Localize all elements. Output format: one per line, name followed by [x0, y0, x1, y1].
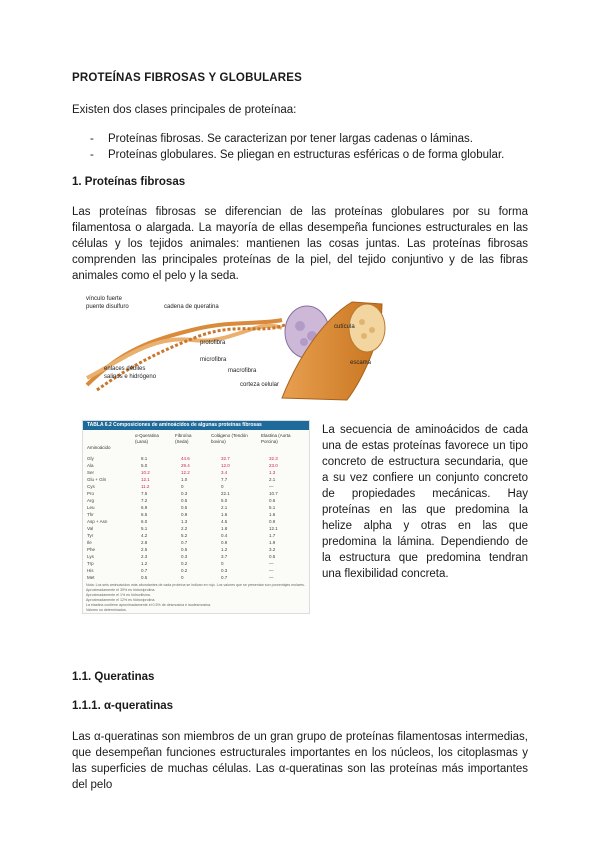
table-cell: 0 — [181, 575, 184, 580]
table-cell: 2.3 — [141, 554, 148, 559]
side-paragraph: La secuencia de aminoácidos de cada una de estas proteínas favorece un tipo concreto de estructura secundaria, que a su vez confiere un conjunto concreto de propiedades mecánicas. Hay proteínas en las que predomina la helize alpha y otras en las que predomina la lámina. Dependiendo de la estructura que predomina tendran una flexibilidad concreta. — [322, 424, 528, 580]
table-cell: 0.6 — [269, 498, 276, 503]
table-cell: 10.7 — [269, 491, 278, 496]
table-note: Aproximadamente el 12% es hidroxiprolina. — [86, 598, 156, 602]
table-cell: Trp — [87, 561, 94, 566]
table-cell: 0.9 — [269, 519, 276, 524]
protein-classes-list — [90, 131, 504, 163]
fig-label-corteza: corteza celular — [240, 382, 280, 388]
table-cell: 12.1 — [141, 477, 150, 482]
table-cell: Thr — [87, 512, 94, 517]
fig-label-escama: escama — [350, 360, 372, 366]
table-cell: Cys — [87, 484, 95, 489]
table-cell: 8.1 — [141, 456, 148, 461]
list-dash: - — [90, 149, 94, 161]
list-dash: - — [90, 133, 94, 145]
intro-text: Existen dos clases principales de proteínaa: — [72, 104, 297, 116]
table-cell: Ser — [87, 470, 95, 475]
table-cell: 0.4 — [221, 533, 228, 538]
table-header-fibroina: Fibroína (Seda) — [175, 433, 192, 444]
table-cell: 4.2 — [141, 533, 148, 538]
table-cell: 1.9 — [269, 540, 276, 545]
table-cell: 1.3 — [181, 519, 188, 524]
table-cell: 44.6 — [181, 456, 190, 461]
table-cell: 2.1 — [269, 477, 276, 482]
table-row — [83, 567, 309, 574]
table-cell: 32.3 — [269, 456, 278, 461]
fig-label-protofibra: protofibra — [200, 340, 226, 346]
table-header-colageno: Colágeno (Tendón bovino) — [211, 433, 248, 444]
table-cell: Tyr — [87, 533, 94, 538]
table-cell: 0.7 — [181, 540, 188, 545]
table-cell: — — [269, 568, 274, 573]
table-cell: 7.2 — [141, 498, 148, 503]
table-cell: — — [269, 575, 274, 580]
table-cell: 5.0 — [141, 463, 148, 468]
table-cell: 1.2 — [141, 561, 148, 566]
table-cell: 2.5 — [141, 547, 148, 552]
table-cell: 0.5 — [181, 505, 188, 510]
table-cell: 3.4 — [221, 470, 228, 475]
table-cell: 0.2 — [181, 568, 188, 573]
table-row — [83, 469, 309, 476]
table-cell: 1.0 — [181, 477, 188, 482]
table-cell: 3.7 — [221, 554, 228, 559]
table-row — [83, 476, 309, 483]
table-cell: 29.4 — [181, 463, 190, 468]
table-cell: 7.7 — [221, 477, 228, 482]
table-row — [83, 525, 309, 532]
table-header-amino: Aminoácido — [87, 445, 111, 450]
table-cell: 4.5 — [221, 519, 228, 524]
amino-acid-table — [82, 420, 310, 614]
table-row — [83, 455, 309, 462]
table-cell: 0.5 — [181, 547, 188, 552]
fig-label-salinos: salinos e hidrógeno — [104, 374, 157, 380]
table-cell: 0.5 — [141, 575, 148, 580]
table-cell: 0 — [221, 484, 224, 489]
list-item — [90, 147, 504, 163]
table-row — [83, 504, 309, 511]
table-cell: 3.2 — [269, 547, 276, 552]
fig-label-puente: puente disulfuro — [86, 304, 129, 310]
table-cell: Lys — [87, 554, 94, 559]
table-cell: 6.5 — [141, 512, 148, 517]
table-cell: — — [269, 561, 274, 566]
table-cell: 0.9 — [181, 512, 188, 517]
fibrosas-paragraph: Las proteínas fibrosas se diferencian de las proteínas globulares por su forma filamentosa o alargada. La mayoría de ellas desempeña funciones estructurales en las células y los tejidos animales: mantienen las cosas juntas. Las proteínas fibrosas comprenden las principales proteínas de la piel, del tejido conjuntivo y de las fibras animales como el pelo y la seda. — [72, 206, 528, 282]
table-cell: Asp + Asn — [87, 519, 108, 524]
table-cell: 0 — [181, 484, 184, 489]
table-cell: 12.1 — [269, 526, 278, 531]
table-cell: 12.0 — [221, 463, 230, 468]
fig-label-macrofibra: macrofibra — [228, 368, 257, 374]
list-item-text: Proteínas fibrosas. Se caracterizan por tener largas cadenas o láminas. — [108, 133, 473, 145]
table-cell: 0.9 — [221, 540, 228, 545]
table-cell: 1.3 — [269, 470, 276, 475]
table-cell: 6.0 — [141, 519, 148, 524]
table-cell: Ile — [87, 540, 92, 545]
table-cell: 2.8 — [141, 540, 148, 545]
table-cell: 0.2 — [181, 561, 188, 566]
section-heading-alpha-queratinas: 1.1.1. α-queratinas — [72, 700, 174, 712]
table-cell: 5.1 — [269, 505, 276, 510]
keratin-hair-figure — [82, 290, 392, 402]
table-cell: Pro — [87, 491, 95, 496]
table-row — [83, 483, 309, 490]
table-cell: 22.1 — [221, 491, 230, 496]
table-row — [83, 490, 309, 497]
table-cell: — — [269, 484, 274, 489]
table-cell: Val — [87, 526, 94, 531]
table-row — [83, 560, 309, 567]
table-cell: His — [87, 568, 94, 573]
table-cell: 7.5 — [141, 491, 148, 496]
table-cell: 10.2 — [141, 470, 150, 475]
table-cell: 1.8 — [221, 526, 228, 531]
table-cell: 2.2 — [181, 526, 188, 531]
table-note: La elastina contiene aproximadamente el 0.5% de desmosina e isodesmosina. — [86, 603, 212, 607]
table-note: Valores no determinados. — [86, 608, 127, 612]
table-cell: 11.2 — [141, 484, 150, 489]
table-cell: 0.3 — [181, 554, 188, 559]
table-cell: 0.3 — [181, 491, 188, 496]
table-cell: 0.5 — [269, 554, 276, 559]
list-item — [90, 131, 504, 147]
table-row — [83, 511, 309, 518]
table-cell: 5.2 — [181, 533, 188, 538]
table-cell: Gly — [87, 456, 94, 461]
table-cell: 0.5 — [181, 498, 188, 503]
table-note: Aproximadamente el 39% es hidroxiprolina. — [86, 588, 156, 592]
table-cell: Glu + Gln — [87, 477, 107, 482]
protofibra — [295, 321, 305, 331]
table-row — [83, 497, 309, 504]
page-title: PROTEÍNAS FIBROSAS Y GLOBULARES — [72, 72, 303, 84]
table-cell: Leu — [87, 505, 95, 510]
table-cell: 0.3 — [221, 568, 228, 573]
table-row — [83, 553, 309, 560]
section-heading-fibrosas: 1. Proteínas fibrosas — [72, 176, 186, 188]
table-row — [83, 546, 309, 553]
table-row — [83, 539, 309, 546]
table-cell: 32.7 — [221, 456, 230, 461]
table-cell: 1.6 — [221, 512, 228, 517]
table-cell: Ala — [87, 463, 94, 468]
table-cell: 12.2 — [181, 470, 190, 475]
protofibra — [300, 338, 308, 346]
table-cell: 5.0 — [221, 498, 228, 503]
table-header-elastina: Elastina (Aorta Porcina) — [261, 433, 291, 444]
table-cell: 0.7 — [141, 568, 148, 573]
table-cell: 1.7 — [269, 533, 276, 538]
table-cell: 1.2 — [221, 547, 228, 552]
table-cell: Met — [87, 575, 95, 580]
section-heading-queratinas: 1.1. Queratinas — [72, 671, 155, 683]
table-cell: 6.9 — [141, 505, 148, 510]
fig-label-microfibra: microfibra — [200, 357, 227, 363]
table-cell: 5.1 — [141, 526, 148, 531]
table-cell: 1.6 — [269, 512, 276, 517]
table-cell: Arg — [87, 498, 95, 503]
table-header-queratina: α-Queratina (Lana) — [135, 433, 159, 444]
table-note: Nota: Los seis aminoácidos más abundantes de cada proteína se indican en rojo. Los valores que se presentan son porcentajes molares. — [86, 583, 305, 587]
table-cell: 0.7 — [221, 575, 228, 580]
alpha-queratinas-paragraph: Las α-queratinas son miembros de un gran grupo de proteínas filamentosas intermedias, que desempeñan funciones estructurales importantes en los núcleos, los citoplasmas y las superficies de muchas células. Las α-queratinas son las proteínas más importantes del pelo — [72, 731, 528, 791]
table-row — [83, 574, 309, 581]
table-cell: 23.0 — [269, 463, 278, 468]
fig-label-enlaces: enlaces débiles — [104, 366, 146, 372]
fig-label-cuticula: cutícula — [334, 324, 355, 330]
fig-label-cadena: cadena de queratina — [164, 304, 219, 310]
list-item-text: Proteínas globulares. Se pliegan en estructuras esféricas o de forma globular. — [108, 149, 505, 161]
table-row — [83, 518, 309, 525]
fig-label-vinculo: vínculo fuerte — [86, 296, 123, 302]
table-cell: 0 — [221, 561, 224, 566]
table-row — [83, 532, 309, 539]
table-note: Aproximadamente el 1% es hidroxilisina. — [86, 593, 151, 597]
table-title: TABLA 6.2 Composiciones de aminoácidos de algunas proteínas fibrosas — [83, 421, 309, 430]
table-cell: 2.1 — [221, 505, 228, 510]
table-row — [83, 462, 309, 469]
table-cell: Phe — [87, 547, 96, 552]
